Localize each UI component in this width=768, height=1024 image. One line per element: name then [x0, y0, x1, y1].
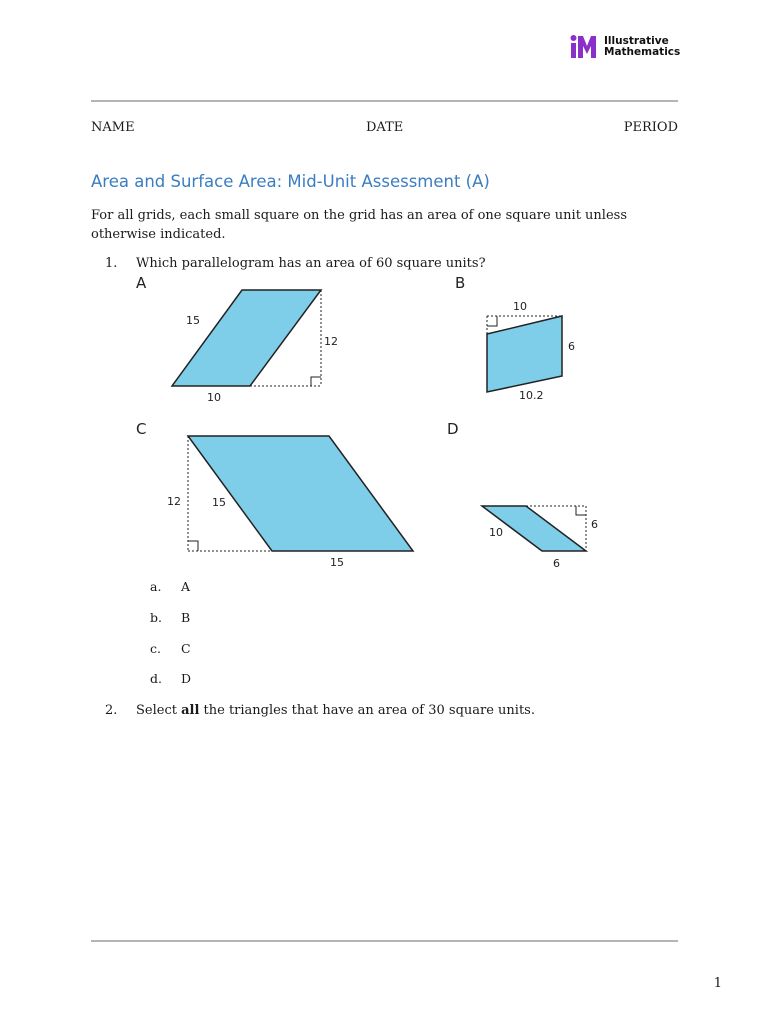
figure-c-side-label: 15	[212, 496, 226, 509]
parallelogram-a	[172, 290, 321, 386]
figure-c-height-label: 12	[167, 495, 181, 508]
figure-a-right-angle-mark	[311, 377, 321, 386]
date-label: DATE	[366, 120, 404, 135]
figure-a-base-label: 10	[207, 391, 221, 404]
logo-line-2: Mathematics	[604, 46, 681, 58]
figure-d	[482, 506, 598, 570]
page-number: 1	[713, 976, 722, 991]
figure-b-top-label: 10	[513, 300, 527, 313]
figure-c-label: C	[136, 420, 147, 438]
question-1-text: Which parallelogram has an area of 60 square units?	[136, 256, 486, 271]
figure-d-base-label: 6	[553, 557, 560, 570]
period-label: PERIOD	[623, 120, 678, 135]
figure-c-right-angle-mark	[188, 541, 198, 551]
question-2-text-start: Select	[136, 703, 182, 718]
option-a-text[interactable]: A	[181, 579, 191, 594]
figure-b-right-angle-mark	[487, 316, 497, 326]
option-b-text[interactable]: B	[181, 610, 191, 625]
figure-d-label: D	[447, 420, 459, 438]
figure-c	[167, 436, 413, 569]
question-1-number: 1.	[105, 256, 118, 271]
option-a-letter: a.	[150, 579, 162, 594]
figure-b-side-label: 6	[568, 340, 575, 353]
intro-text: For all grids, each small square on the grid has an area of one square unit unless otherwise indicated.	[91, 208, 627, 242]
figure-b	[487, 300, 575, 402]
figure-a-label: A	[136, 274, 147, 292]
figure-c-base-label: 15	[330, 556, 344, 569]
option-c-letter: c.	[150, 641, 161, 656]
option-b-letter: b.	[150, 610, 162, 625]
bottom-divider	[91, 940, 678, 942]
question-2-bold-word: all	[181, 703, 200, 718]
figure-a	[172, 290, 338, 404]
question-2-text	[136, 703, 535, 718]
figure-d-side-label: 10	[489, 526, 503, 539]
figure-b-bottom-label: 10.2	[519, 389, 544, 402]
figure-b-label: B	[455, 274, 466, 292]
parallelogram-b	[487, 316, 562, 392]
page-title: Area and Surface Area: Mid-Unit Assessment (A)	[91, 172, 490, 191]
parallelogram-c	[188, 436, 413, 551]
figure-a-side-label: 15	[186, 314, 200, 327]
option-d-text[interactable]: D	[181, 671, 192, 686]
option-c-text[interactable]: C	[181, 641, 191, 656]
figure-d-height-label: 6	[591, 518, 598, 531]
question-2-text-end: the triangles that have an area of 30 square units.	[199, 703, 535, 718]
figure-d-right-angle-mark	[576, 506, 586, 515]
option-d-letter: d.	[150, 671, 162, 686]
figure-a-height-label: 12	[324, 335, 338, 348]
name-label: NAME	[91, 120, 135, 135]
logo-line-1: Illustrative	[604, 35, 669, 47]
question-2-number: 2.	[105, 703, 118, 718]
